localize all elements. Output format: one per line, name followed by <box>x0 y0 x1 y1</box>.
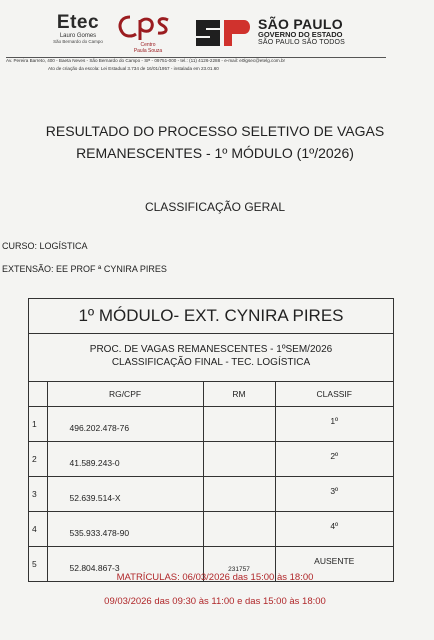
etec-logo-name: Etec <box>56 12 100 33</box>
rm-cell: 231757 <box>203 547 275 582</box>
sao-paulo-logo <box>194 14 374 52</box>
cps-logo-mark-icon <box>116 12 176 42</box>
row-index: 3 <box>29 477 47 512</box>
classification-table <box>29 382 393 581</box>
rg-cpf-cell: 52.639.514-X <box>47 477 203 512</box>
cps-logo <box>116 12 176 52</box>
etec-logo-city: São Bernardo do Campo <box>53 39 103 44</box>
etec-logo <box>48 12 108 44</box>
sp-logo-title: SÃO PAULO <box>258 16 343 32</box>
sp-state-emblem-icon <box>194 16 254 50</box>
table-header-row <box>29 382 393 407</box>
header-cell-index <box>29 382 47 407</box>
table-row <box>29 477 393 512</box>
school-address: Av. Pereira Barreto, 400 - Baeta Neves - São Bernardo do Campo - SP - 09751-000 - tel.: (11) 4126-2288 - e-mail: e0lgsec@etelg.com.br <box>6 58 286 63</box>
table-row <box>29 512 393 547</box>
classif-cell: AUSENTE <box>275 547 393 582</box>
rg-cpf-cell: 41.589.243-0 <box>47 442 203 477</box>
etec-logo-unit: Lauro Gomes <box>59 33 97 39</box>
document-title <box>40 120 390 164</box>
rm-cell <box>203 442 275 477</box>
row-index: 1 <box>29 407 47 442</box>
row-index: 5 <box>29 547 47 582</box>
classif-cell: 3º <box>275 477 393 512</box>
box-subheading <box>29 334 393 382</box>
row-index: 4 <box>29 512 47 547</box>
table-row <box>29 442 393 477</box>
rm-cell <box>203 407 275 442</box>
sp-logo-slogan: SÃO PAULO SÃO TODOS <box>258 39 346 46</box>
classif-cell: 2º <box>275 442 393 477</box>
classification-box <box>28 298 394 582</box>
sp-logo-gov: GOVERNO DO ESTADO <box>258 30 343 39</box>
rm-cell <box>203 512 275 547</box>
rg-cpf-cell: 52.804.867-3 <box>47 547 203 582</box>
title-line-1: RESULTADO DO PROCESSO SELETIVO DE VAGAS <box>45 123 385 139</box>
rg-cpf-cell: 535.933.478-90 <box>47 512 203 547</box>
box-heading: 1º MÓDULO- EXT. CYNIRA PIRES <box>29 299 393 334</box>
document-subtitle: CLASSIFICAÇÃO GERAL <box>144 200 286 214</box>
title-line-2: REMANESCENTES - 1º MÓDULO (1º/2026) <box>76 145 354 161</box>
cps-logo-text: Centro Paula Souza <box>133 42 163 54</box>
classif-cell: 1º <box>275 407 393 442</box>
rm-cell <box>203 477 275 512</box>
school-creation-act: Ato de criação da escola: Lei Estadual 3.734 de 16/01/1957 - instalada em 23.01.60 <box>48 66 219 71</box>
box-subheading-line-1: PROC. DE VAGAS REMANESCENTES - 1ºSEM/2026 <box>89 344 333 355</box>
header-cell-rg: RG/CPF <box>47 382 203 407</box>
header-cell-classif: CLASSIF <box>275 382 393 407</box>
course-label: CURSO: LOGÍSTICA <box>2 241 88 251</box>
header-cell-rm: RM <box>203 382 275 407</box>
row-index: 2 <box>29 442 47 477</box>
table-row <box>29 407 393 442</box>
extension-label: EXTENSÃO: EE PROF ª CYNIRA PIRES <box>2 264 167 274</box>
box-subheading-line-2: CLASSIFICAÇÃO FINAL - TEC. LOGÍSTICA <box>111 357 311 368</box>
rg-cpf-cell: 496.202.478-76 <box>47 407 203 442</box>
enrollment-dates-line-1: MATRÍCULAS: 06/03/2026 das 15:00 às 18:00 <box>116 572 314 583</box>
enrollment-dates-line-2: 09/03/2026 das 09:30 às 11:00 e das 15:00 às 18:00 <box>104 596 326 607</box>
classif-cell: 4º <box>275 512 393 547</box>
